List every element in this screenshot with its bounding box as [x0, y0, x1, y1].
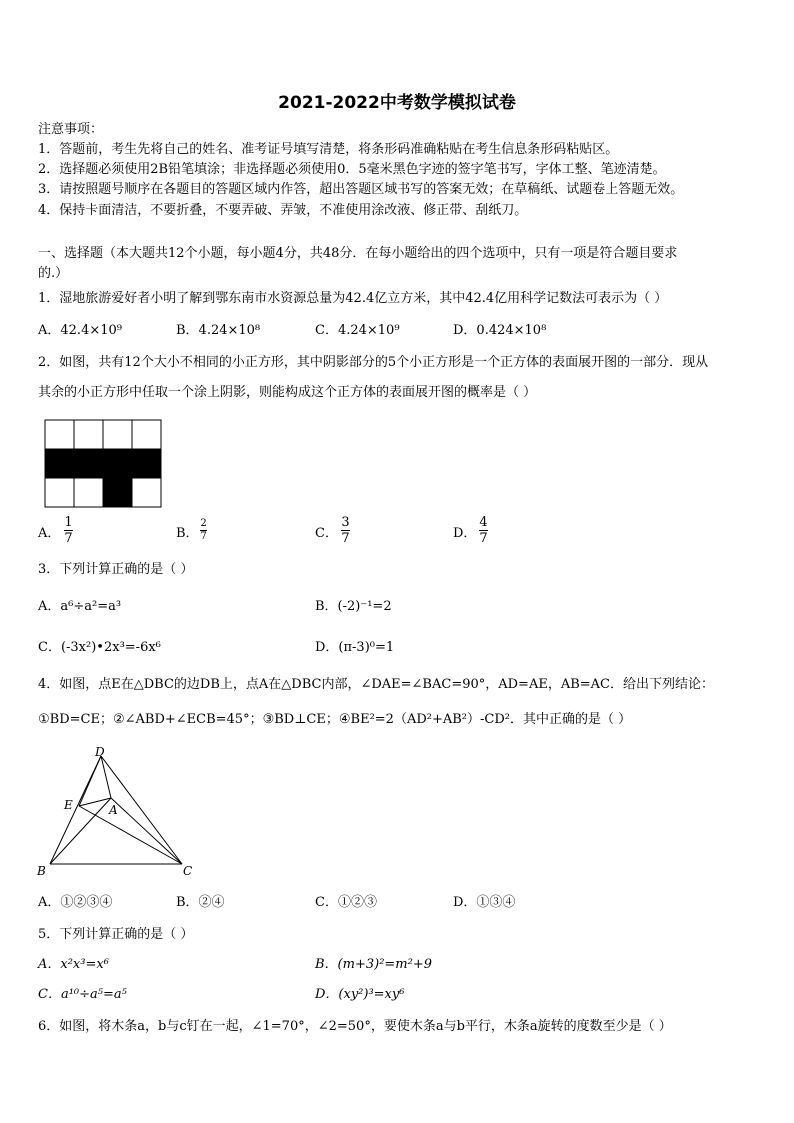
q1-stem: 1．湿地旅游爱好者小明了解到鄂东南市水资源总量为42.4亿立方米，其中42.4亿用科学记数法可表示为（ ）: [38, 291, 668, 306]
q2-option-d-letter: D．: [453, 526, 477, 541]
q2-option-c-numerator: 3: [341, 515, 350, 530]
q5-option-b: B．(m+3)²=m²+9: [315, 957, 432, 972]
q5-option-d: D．(xy²)³=xy⁶: [315, 987, 405, 1002]
q4-label-b: B: [37, 864, 46, 878]
notice-item-1: 1．答题前，考生先将自己的姓名、准考证号填写清楚，将条形码准确粘贴在考生信息条形码粘贴区。: [38, 142, 619, 157]
notice-item-3: 3．请按照题号顺序在各题目的答题区域内作答，超出答题区域书写的答案无效；在草稿纸、试题卷上答题无效。: [38, 182, 684, 197]
q2-option-b-numerator: 2: [200, 518, 207, 529]
q2-option-b-letter: B．: [176, 526, 199, 541]
page-title: 2021-2022中考数学模拟试卷: [278, 93, 516, 113]
q2-grid-cell: [132, 449, 161, 478]
q2-grid-cell: [45, 420, 74, 449]
q2-option-c-denominator: 7: [341, 531, 350, 546]
q2-option-c-fraction: [341, 515, 350, 546]
q4-stem-line1: 4．如图，点E在△DBC的边DB上，点A在△DBC内部，∠DAE=∠BAC=90°，AD=AE，AB=AC．给出下列结论：: [38, 677, 715, 692]
q3-stem: 3．下列计算正确的是（ ）: [38, 562, 194, 577]
q2-grid-cell: [132, 420, 161, 449]
q2-grid-cell: [103, 420, 132, 449]
q2-stem-line2: 其余的小正方形中任取一个涂上阴影，则能构成这个正方体的表面展开图的概率是（ ）: [38, 385, 537, 400]
notice-item-4: 4．保持卡面清洁，不要折叠，不要弄破、弄皱，不准使用涂改液、修正带、刮纸刀。: [38, 203, 528, 218]
q3-option-c: C．(-3x²)•2x³=-6x⁶: [38, 640, 161, 655]
q1-option-a: A．42.4×10⁹: [38, 323, 122, 338]
q2-grid-cell: [103, 478, 132, 507]
q2-option-d-fraction: [479, 515, 488, 546]
q4-label-a: A: [109, 803, 118, 817]
q3-option-b: B．(-2)⁻¹=2: [315, 599, 392, 614]
q2-stem-line1: 2．如图，共有12个大小不相同的小正方形，其中阴影部分的5个小正方形是一个正方体的表面展开图的一部分．现从: [38, 355, 709, 370]
q4-segment-ec: [79, 806, 182, 864]
q2-option-d-numerator: 4: [479, 515, 488, 530]
q2-grid-cell: [103, 449, 132, 478]
section1-heading-line1: 一、选择题（本大题共12个小题，每小题4分，共48分．在每小题给出的四个选项中，只有一项是符合题目要求: [38, 246, 678, 261]
q1-option-c: C．4.24×10⁹: [315, 323, 400, 338]
q2-grid-cell: [74, 478, 103, 507]
q2-option-a-letter: A．: [38, 526, 61, 541]
q4-label-c: C: [183, 864, 193, 878]
q2-grid-cell: [74, 420, 103, 449]
q4-option-b: B．②④: [176, 895, 225, 910]
q4-label-e: E: [64, 798, 73, 812]
q4-segment-de: [79, 756, 101, 806]
q5-option-a: A．x²x³=x⁶: [38, 957, 109, 972]
q2-grid-cell: [45, 449, 74, 478]
section1-heading-line2: 的.）: [38, 266, 69, 281]
q4-option-d: D．①③④: [453, 895, 516, 910]
q2-option-b-fraction: [200, 518, 207, 543]
q2-grid-cell: [45, 478, 74, 507]
q2-grid-figure: [44, 419, 162, 508]
q2-option-c-letter: C．: [315, 526, 338, 541]
q2-option-a-fraction: [64, 515, 73, 546]
q5-option-c: C．a¹⁰÷a⁵=a⁵: [38, 987, 127, 1002]
q3-option-a: A．a⁶÷a²=a³: [38, 599, 122, 614]
q4-triangle-figure: [34, 744, 200, 880]
q6-stem: 6．如图，将木条a，b与c钉在一起，∠1=70°，∠2=50°，要使木条a与b平行，木条a旋转的度数至少是（ ）: [38, 1019, 672, 1034]
q4-option-a: A．①②③④: [38, 895, 113, 910]
q1-option-b: B．4.24×10⁸: [176, 323, 261, 338]
q4-segment-ba: [50, 798, 111, 864]
q3-option-d: D．(π-3)⁰=1: [315, 640, 395, 655]
q1-option-d: D．0.424×10⁸: [453, 323, 547, 338]
q4-stem-line2: ①BD=CE；②∠ABD+∠ECB=45°；③BD⊥CE；④BE²=2（AD²+AB²）-CD²．其中正确的是（ ）: [38, 712, 632, 727]
q4-option-c: C．①②③: [315, 895, 377, 910]
q4-segment-ac: [111, 798, 182, 864]
q5-stem: 5．下列计算正确的是（ ）: [38, 927, 194, 942]
notice-item-2: 2．选择题必须使用2B铅笔填涂；非选择题必须使用0．5毫米黑色字迹的签字笔书写，字体工整、笔迹清楚。: [38, 162, 666, 177]
q2-option-b-denominator: 7: [200, 531, 207, 542]
q2-option-a-numerator: 1: [64, 515, 73, 530]
q4-label-d: D: [95, 745, 105, 759]
q2-grid-cell: [74, 449, 103, 478]
q4-segment-ea: [79, 798, 111, 806]
q2-option-a-denominator: 7: [64, 531, 73, 546]
notice-heading: 注意事项：: [38, 122, 104, 137]
q2-grid-cell: [132, 478, 161, 507]
q2-option-d-denominator: 7: [479, 531, 488, 546]
